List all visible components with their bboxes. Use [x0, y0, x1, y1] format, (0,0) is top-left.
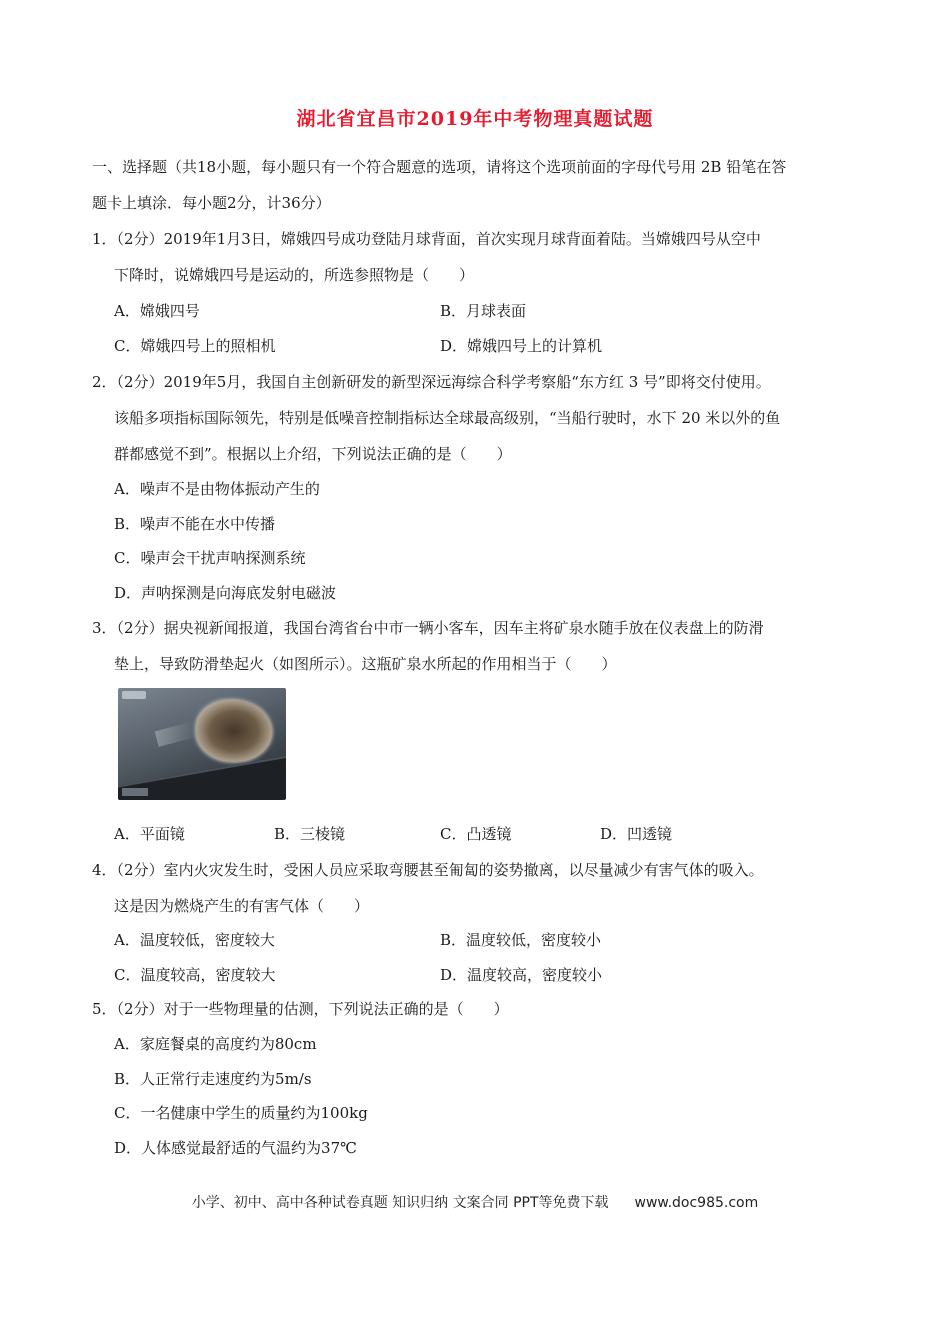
q4-option-b: B．温度较低，密度较小 — [440, 931, 602, 949]
q2-option-b: B．噪声不能在水中传播 — [114, 515, 276, 533]
q4-option-d: D．温度较高，密度较小 — [440, 966, 603, 984]
section-instructions-line-1: 一、选择题（共18小题，每小题只有一个符合题意的选项，请将这个选项前面的字母代号用 2B 铅笔在答 — [92, 158, 787, 176]
q5-option-a: A．家庭餐桌的高度约为80cm — [114, 1035, 317, 1053]
photo-glare — [155, 721, 198, 747]
page-footer — [0, 1192, 950, 1212]
q1-stem-line-1: 1．（2分）2019年1月3日，嫦娥四号成功登陆月球背面，首次实现月球背面着陆。当嫦娥四号从空中 — [92, 230, 761, 248]
q2-stem-line-3: 群都感觉不到”。根据以上介绍，下列说法正确的是（ ） — [114, 445, 512, 463]
q5-stem-line-1: 5．（2分）对于一些物理量的估测，下列说法正确的是（ ） — [92, 1000, 509, 1018]
q4-option-c: C．温度较高，密度较大 — [114, 966, 276, 984]
q2-option-d: D．声呐探测是向海底发射电磁波 — [114, 584, 337, 602]
footer-text: 小学、初中、高中各种试卷真题 知识归纳 文案合同 PPT等免费下载 — [191, 1195, 609, 1211]
q1-option-d: D．嫦娥四号上的计算机 — [440, 337, 603, 355]
photo-burn-mark — [196, 700, 272, 762]
photo-tv-logo — [122, 691, 146, 699]
q3-option-c: C．凸透镜 — [440, 825, 512, 843]
q3-option-d: D．凹透镜 — [600, 825, 673, 843]
photo-watermark — [122, 788, 148, 796]
page-title: 湖北省宜昌市2019年中考物理真题试题 — [296, 108, 654, 130]
q5-option-c: C．一名健康中学生的质量约为100kg — [114, 1104, 368, 1122]
q3-option-a: A．平面镜 — [114, 825, 185, 843]
q2-option-c: C．噪声会干扰声呐探测系统 — [114, 549, 306, 567]
q5-option-d: D．人体感觉最舒适的气温约为37℃ — [114, 1139, 357, 1157]
q1-option-b: B．月球表面 — [440, 302, 527, 320]
q1-stem-line-2: 下降时，说嫦娥四号是运动的，所选参照物是（ ） — [114, 266, 475, 284]
section-instructions-line-2: 题卡上填涂．每小题2分，计36分） — [92, 194, 331, 212]
q2-stem-line-1: 2．（2分）2019年5月，我国自主创新研发的新型深远海综合科学考察船“东方红 3 号”即将交付使用。 — [92, 373, 771, 391]
q4-option-a: A．温度较低，密度较大 — [114, 931, 275, 949]
q3-stem-line-1: 3．（2分）据央视新闻报道，我国台湾省台中市一辆小客车，因车主将矿泉水随手放在仪表盘上的防滑 — [92, 619, 764, 637]
q2-option-a: A．噪声不是由物体振动产生的 — [114, 480, 320, 498]
dashboard-fire-photo — [118, 688, 286, 800]
q1-option-c: C．嫦娥四号上的照相机 — [114, 337, 276, 355]
q1-option-a: A．嫦娥四号 — [114, 302, 200, 320]
q4-stem-line-2: 这是因为燃烧产生的有害气体（ ） — [114, 897, 370, 915]
q3-stem-line-2: 垫上，导致防滑垫起火（如图所示）。这瓶矿泉水所起的作用相当于（ ） — [114, 655, 617, 673]
footer-url[interactable]: www.doc985.com — [634, 1195, 759, 1211]
q5-option-b: B．人正常行走速度约为5m/s — [114, 1070, 312, 1088]
q4-stem-line-1: 4．（2分）室内火灾发生时，受困人员应采取弯腰甚至匍匐的姿势撤离，以尽量减少有害气体的吸入。 — [92, 861, 764, 879]
q3-option-b: B．三棱镜 — [274, 825, 346, 843]
q2-stem-line-2: 该船多项指标国际领先，特别是低噪音控制指标达全球最高级别，“当船行驶时，水下 20 米以外的鱼 — [114, 409, 781, 427]
